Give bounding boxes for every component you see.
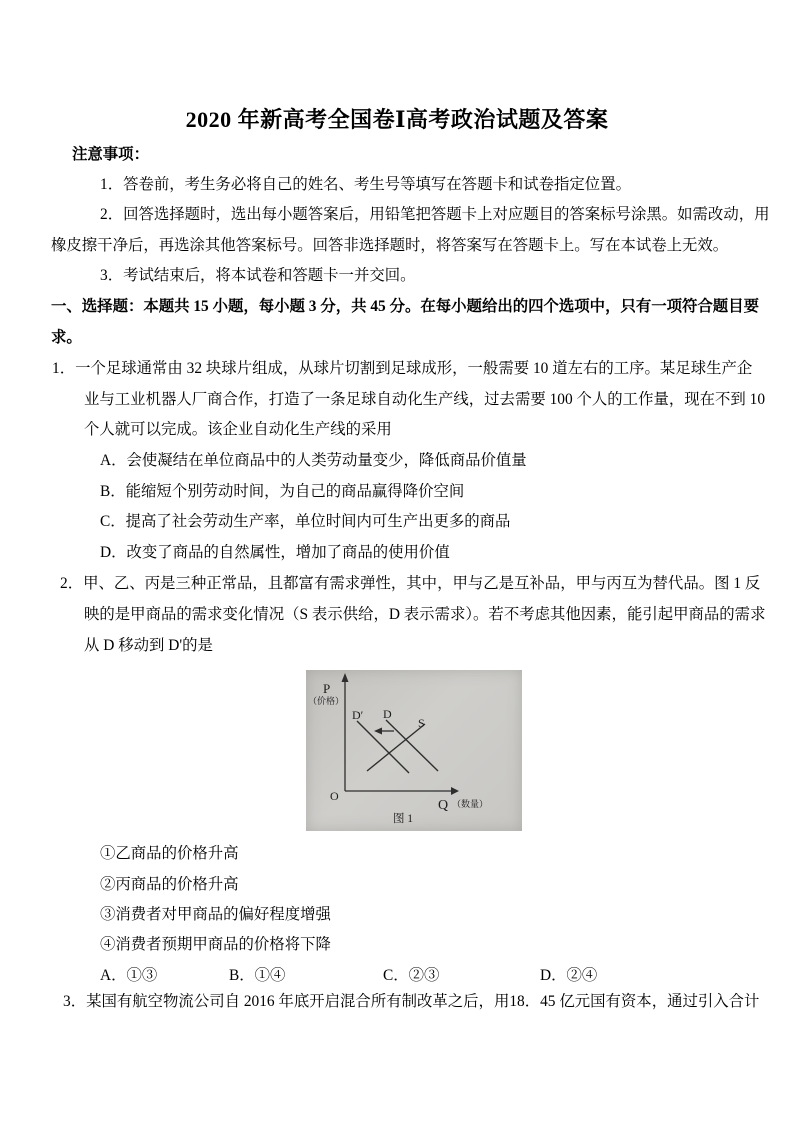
notice-heading: 注意事项： [72,146,149,163]
origin-label-o: O [330,789,339,803]
question-1-option-d: D．改变了商品的自然属性，增加了商品的使用价值 [100,544,450,561]
left-arrow-icon [374,728,382,735]
curve-label-s: S [418,716,425,730]
axis-label-p: P [323,681,331,696]
question-2-statement-3: ③消费者对甲商品的偏好程度增强 [100,906,331,923]
curve-label-d-prime: D′ [352,708,364,722]
question-2-statement-2: ②丙商品的价格升高 [100,876,239,893]
question-2-line-3: 从 D 移动到 D'的是 [84,637,213,654]
curve-label-d: D [383,707,392,721]
axis-label-q-sub: （数量） [452,799,489,809]
question-2-option-d: D．②④ [540,967,598,984]
section-heading-line-2: 求。 [51,329,82,346]
question-1-option-a: A．会使凝结在单位商品中的人类劳动量变少，降低商品价值量 [100,452,527,469]
notice-item-2-line-2: 橡皮擦干净后，再选涂其他答案标号。回答非选择题时，将答案写在答题卡上。写在本试卷上无效。 [51,237,729,254]
figure-caption: 图 1 [392,813,414,825]
section-heading-line-1: 一、选择题：本题共 15 小题，每小题 3 分，共 45 分。在每小题给出的四个选项中，只有一项符合题目要 [51,298,759,315]
question-2-statement-1: ①乙商品的价格升高 [100,845,239,862]
question-2-line-2: 映的是甲商品的需求变化情况（S 表示供给，D 表示需求）。若不考虑其他因素，能引起甲商品的需求 [84,606,766,623]
x-axis-arrow-icon [451,787,459,795]
question-2-statement-4: ④消费者预期甲商品的价格将下降 [100,936,331,953]
question-2-line-1: 2．甲、乙、丙是三种正常品，且都富有需求弹性，其中，甲与乙是互补品，甲与丙互为替代品。图 1 反 [60,575,761,592]
question-1-option-b: B．能缩短个别劳动时间，为自己的商品赢得降价空间 [100,483,465,500]
demand-curve-d [386,720,438,771]
notice-item-1: 1．答卷前，考生务必将自己的姓名、考生号等填写在答题卡和试卷指定位置。 [100,176,631,193]
supply-demand-chart [306,670,522,831]
page-title: 2020 年新高考全国卷Ⅰ高考政治试题及答案 [185,107,609,132]
figure-1-supply-demand-photo [306,670,522,831]
axis-label-p-sub: （价格） [308,696,345,706]
axis-label-q: Q [438,798,449,813]
question-1-option-c: C．提高了社会劳动生产率，单位时间内可生产出更多的商品 [100,513,511,530]
question-2-option-c: C．②③ [383,967,440,984]
question-2-option-b: B．①④ [229,967,286,984]
notice-item-2-line-1: 2．回答选择题时，选出每小题答案后，用铅笔把答题卡上对应题目的答案标号涂黑。如需改动，用 [100,206,770,223]
question-1-line-3: 个人就可以完成。该企业自动化生产线的采用 [84,421,392,438]
question-2-option-a: A．①③ [100,967,158,984]
question-1-line-2: 业与工业机器人厂商合作，打造了一条足球自动化生产线，过去需要 100 个人的工作量，现在不到 10 [84,391,766,408]
y-axis-arrow-icon [342,673,349,682]
question-1-line-1: 1．一个足球通常由 32 块球片组成，从球片切割到足球成形，一般需要 10 道左右的工序。某足球生产企 [52,360,753,377]
notice-item-3: 3．考试结束后，将本试卷和答题卡一并交回。 [100,267,416,284]
demand-shifted-curve-d-prime [357,721,409,773]
question-3-line-1: 3．某国有航空物流公司自 2016 年底开启混合所有制改革之后，用18．45 亿元国有资本，通过引入合计 [63,993,760,1010]
